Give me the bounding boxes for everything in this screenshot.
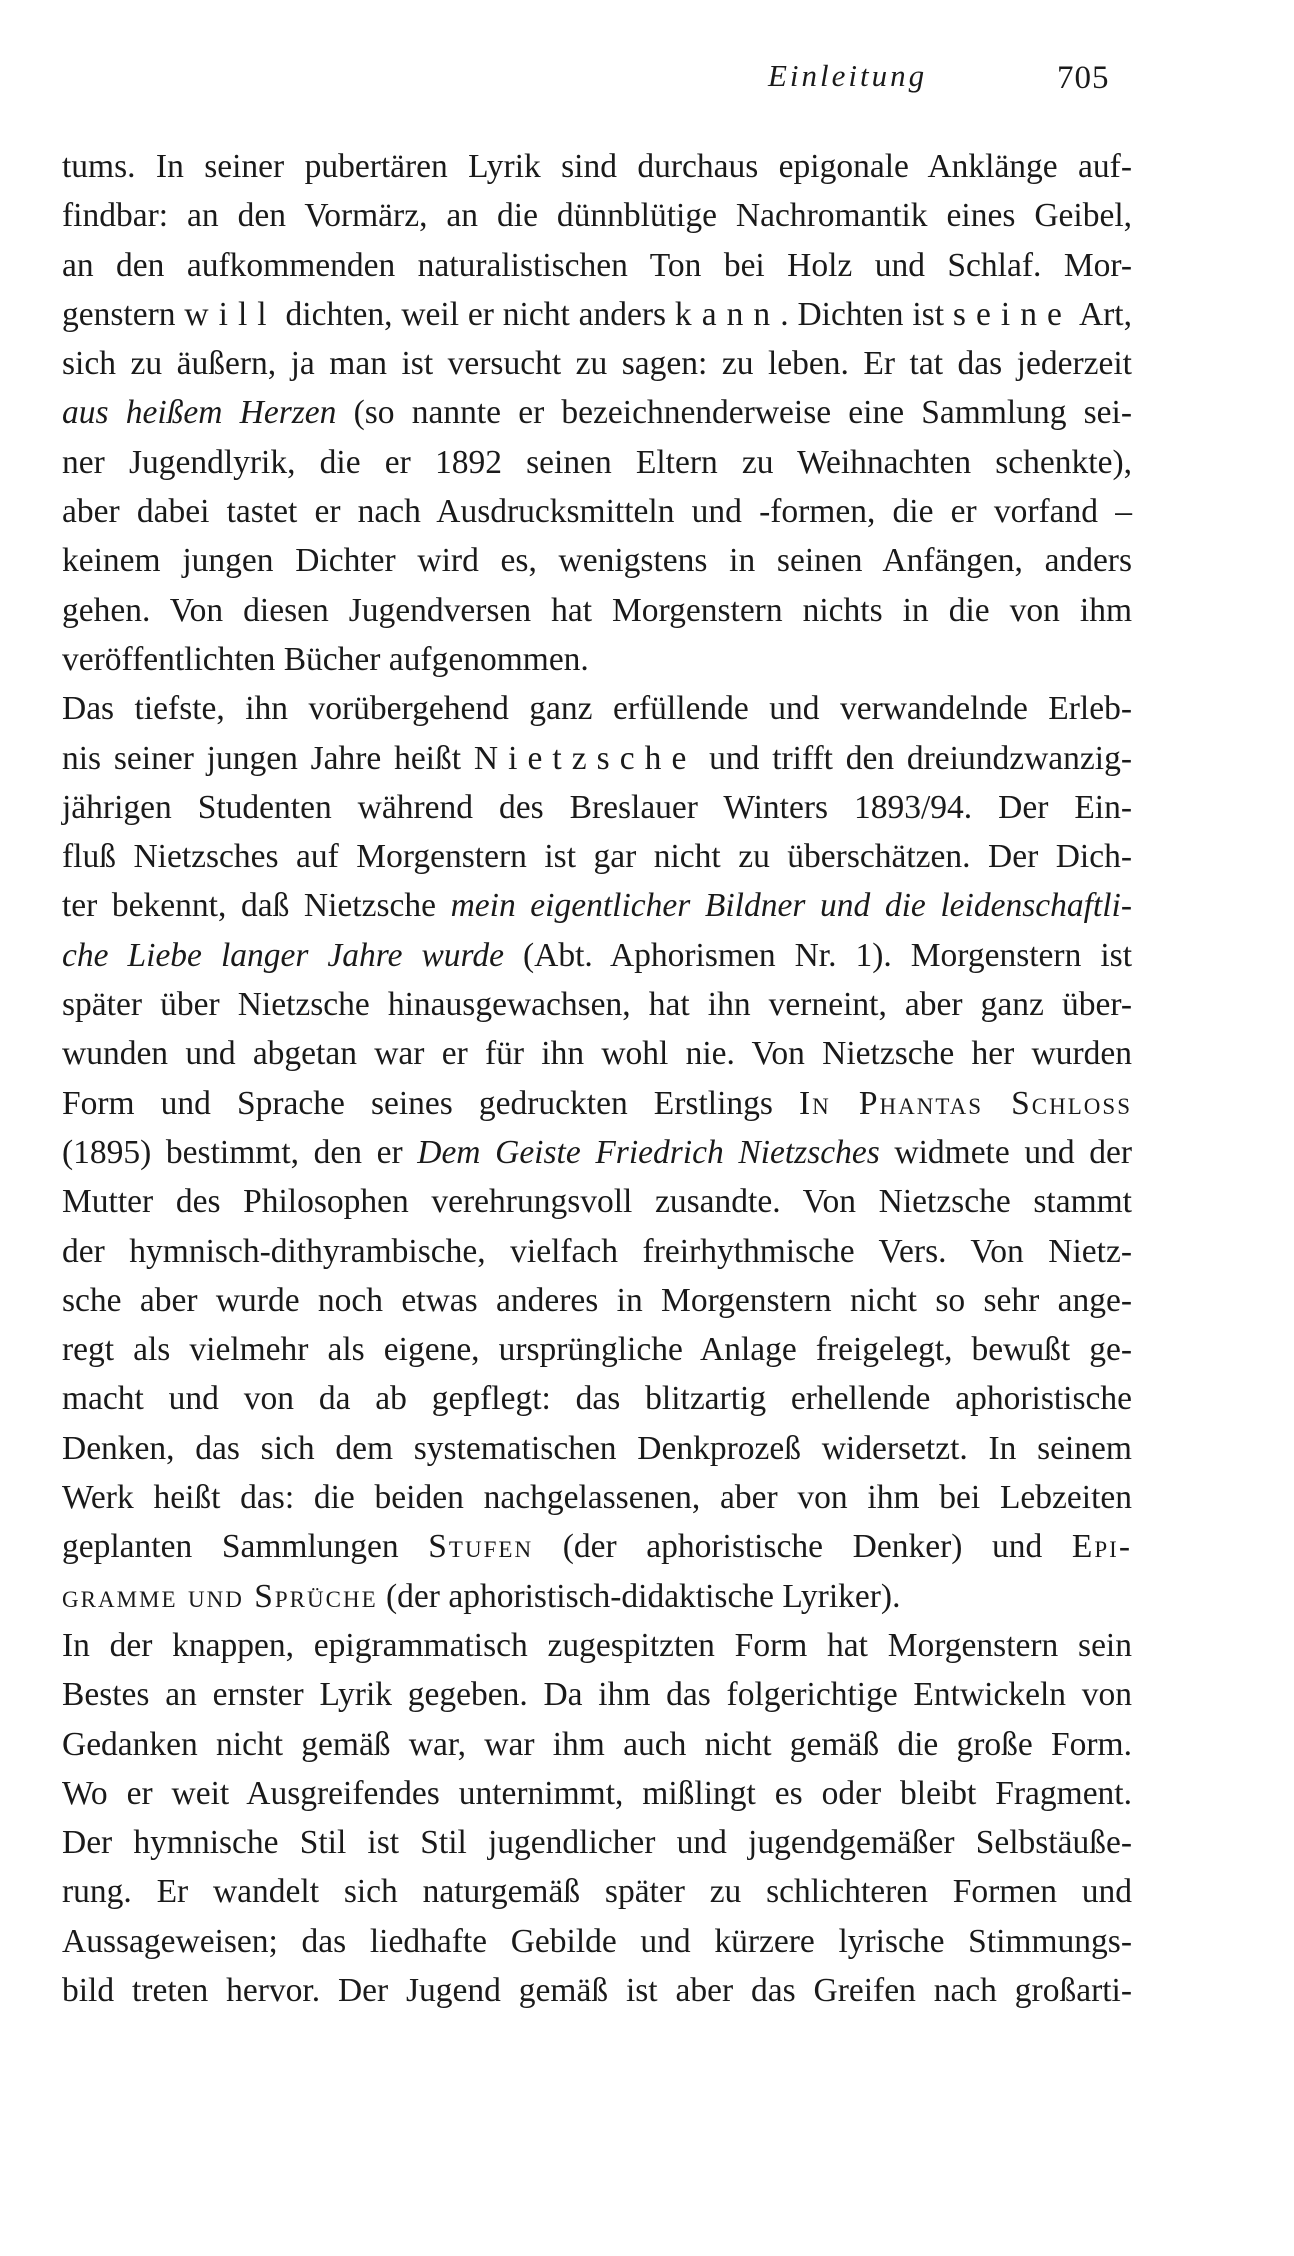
text-segment: Denken, das sich dem systematischen Denkprozeß widersetzt. In seinem [62, 1429, 1132, 1467]
text-line [62, 1325, 1132, 1374]
text-segment: (der aphoristisch-didaktische Lyriker). [377, 1577, 901, 1615]
text-line [62, 438, 1132, 487]
text-segment: Art, [1071, 295, 1132, 333]
text-line [62, 290, 1132, 339]
italic-text: aus heißem Herzen [62, 394, 337, 432]
text-segment: keinem jungen Dichter wird es, wenigstens in seinen Anfängen, anders [62, 542, 1132, 580]
text-line [62, 487, 1132, 536]
text-segment: ner Jugendlyrik, die er 1892 seinen Eltern zu Weihnachten schenkte), [62, 443, 1132, 481]
text-line [62, 1522, 1132, 1571]
text-line [62, 931, 1132, 980]
text-segment: genstern [62, 295, 185, 333]
text-segment: (so nannte er bezeichnenderweise eine Sammlung sei- [336, 394, 1132, 432]
text-line [62, 980, 1132, 1029]
text-segment: widmete und der [879, 1133, 1132, 1171]
text-segment: Werk heißt das: die beiden nachgelassenen, aber von ihm bei Lebzeiten [62, 1479, 1132, 1517]
text-segment: der hymnisch-dithyrambische, vielfach freirhythmische Vers. Von Nietz- [62, 1232, 1132, 1270]
text-line [62, 1177, 1132, 1226]
text-segment: jährigen Studenten während des Breslauer Winters 1893/94. Der Ein- [62, 788, 1132, 826]
text-line [62, 536, 1132, 585]
text-line [62, 635, 1132, 684]
text-line [62, 1424, 1132, 1473]
text-segment: Wo er weit Ausgreifendes unternimmt, mißlingt es oder bleibt Fragment. [62, 1774, 1132, 1812]
page-number: 705 [1057, 60, 1110, 96]
text-line [62, 1227, 1132, 1276]
spaced-emphasis-text: seine [952, 295, 1072, 333]
text-line [62, 1917, 1132, 1966]
italic-text: Dem Geiste Friedrich Nietzsches [417, 1133, 880, 1171]
text-segment: Der hymnische Stil ist Stil jugendlicher und jugendgemäßer Selbstäuße- [62, 1824, 1132, 1862]
text-line [62, 388, 1132, 437]
body-text [62, 142, 1132, 2015]
text-line [62, 1720, 1132, 1769]
text-line [62, 783, 1132, 832]
text-segment: fluß Nietzsches auf Morgenstern ist gar nicht zu überschätzen. Der Dich- [62, 838, 1132, 876]
text-segment: rung. Er wandelt sich naturgemäß später zu schlichteren Formen und [62, 1873, 1132, 1911]
spaced-emphasis-text: will [184, 295, 277, 333]
text-line [62, 1374, 1132, 1423]
running-header [0, 58, 1294, 108]
text-line [62, 1769, 1132, 1818]
text-line [62, 1818, 1132, 1867]
text-line [62, 1128, 1132, 1177]
text-line [62, 142, 1132, 191]
text-segment: ter bekennt, daß Nietzsche [62, 887, 451, 925]
text-segment: In der knappen, epigrammatisch zugespitzten Form hat Morgenstern sein [62, 1626, 1132, 1664]
text-line [62, 684, 1132, 733]
text-segment: dichten, weil er nicht anders [276, 295, 675, 333]
text-segment: Form und Sprache seines gedruckten Erstlings [62, 1084, 799, 1122]
spaced-emphasis-text: kann [674, 295, 781, 333]
text-line [62, 1473, 1132, 1522]
text-segment: veröffentlichten Bücher aufgenommen. [62, 640, 589, 678]
text-line [62, 1867, 1132, 1916]
text-segment: später über Nietzsche hinausgewachsen, hat ihn verneint, aber ganz über- [62, 986, 1132, 1024]
text-segment: und trifft den dreiundzwanzig- [696, 739, 1132, 777]
text-line [62, 1079, 1132, 1128]
text-segment: sich zu äußern, ja man ist versucht zu sagen: zu leben. Er tat das jederzeit [62, 345, 1132, 383]
text-segment: tums. In seiner pubertären Lyrik sind durchaus epigonale Anklänge auf- [62, 148, 1132, 185]
text-line [62, 191, 1132, 240]
spaced-emphasis-text: Nietzsche [473, 739, 697, 777]
text-line [62, 1029, 1132, 1078]
text-segment: wunden und abgetan war er für ihn wohl nie. Von Nietzsche her wurden [62, 1035, 1132, 1073]
text-segment: bild treten hervor. Der Jugend gemäß ist aber das Greifen nach großarti- [62, 1971, 1132, 2009]
text-segment: geplanten Sammlungen [62, 1528, 429, 1566]
text-segment: . Dichten ist [780, 295, 953, 333]
text-segment: sche aber wurde noch etwas anderes in Morgenstern nicht so sehr ange- [62, 1281, 1132, 1319]
text-segment: aber dabei tastet er nach Ausdrucksmitteln und -formen, die er vorfand – [62, 493, 1132, 531]
text-segment: an den aufkommenden naturalistischen Ton bei Holz und Schlaf. Mor- [62, 246, 1132, 284]
text-line [62, 1276, 1132, 1325]
text-segment: Bestes an ernster Lyrik gegeben. Da ihm das folgerichtige Entwickeln von [62, 1676, 1132, 1714]
small-caps-title: Epi- [1071, 1528, 1132, 1566]
text-line [62, 1621, 1132, 1670]
italic-text: mein eigentlicher Bildner und die leidenschaftli- [450, 887, 1132, 925]
text-segment: nis seiner jungen Jahre heißt [62, 739, 474, 777]
text-segment: (1895) bestimmt, den er [62, 1133, 418, 1171]
text-line [62, 734, 1132, 783]
text-line [62, 1966, 1132, 2015]
text-line [62, 241, 1132, 290]
text-segment: (der aphoristische Denker) und [533, 1528, 1072, 1566]
text-segment: Aussageweisen; das liedhafte Gebilde und kürzere lyrische Stimmungs- [62, 1922, 1132, 1960]
text-segment: findbar: an den Vormärz, an die dünnblütige Nachromantik eines Geibel, [62, 197, 1132, 235]
small-caps-title: Stufen [428, 1528, 534, 1566]
text-line [62, 1670, 1132, 1719]
text-line [62, 832, 1132, 881]
text-line [62, 339, 1132, 388]
text-line [62, 586, 1132, 635]
text-segment: (Abt. Aphorismen Nr. 1). Morgenstern ist [503, 936, 1133, 974]
text-segment: gehen. Von diesen Jugendversen hat Morgenstern nichts in die von ihm [62, 591, 1132, 629]
text-segment: Das tiefste, ihn vorübergehend ganz erfüllende und verwandelnde Erleb- [62, 690, 1132, 728]
text-line [62, 1572, 1132, 1621]
small-caps-title: In Phantas Schloss [799, 1084, 1132, 1122]
text-segment: Mutter des Philosophen verehrungsvoll zusandte. Von Nietzsche stammt [62, 1183, 1132, 1221]
italic-text: che Liebe langer Jahre wurde [62, 936, 504, 974]
small-caps-title: gramme und Sprüche [62, 1577, 378, 1615]
text-line [62, 881, 1132, 930]
text-segment: Gedanken nicht gemäß war, war ihm auch nicht gemäß die große Form. [62, 1725, 1132, 1763]
text-segment: regt als vielmehr als eigene, ursprüngliche Anlage freigelegt, bewußt ge- [62, 1331, 1132, 1369]
running-title: Einleitung [768, 58, 928, 93]
text-segment: macht und von da ab gepflegt: das blitzartig erhellende aphoristische [62, 1380, 1132, 1418]
